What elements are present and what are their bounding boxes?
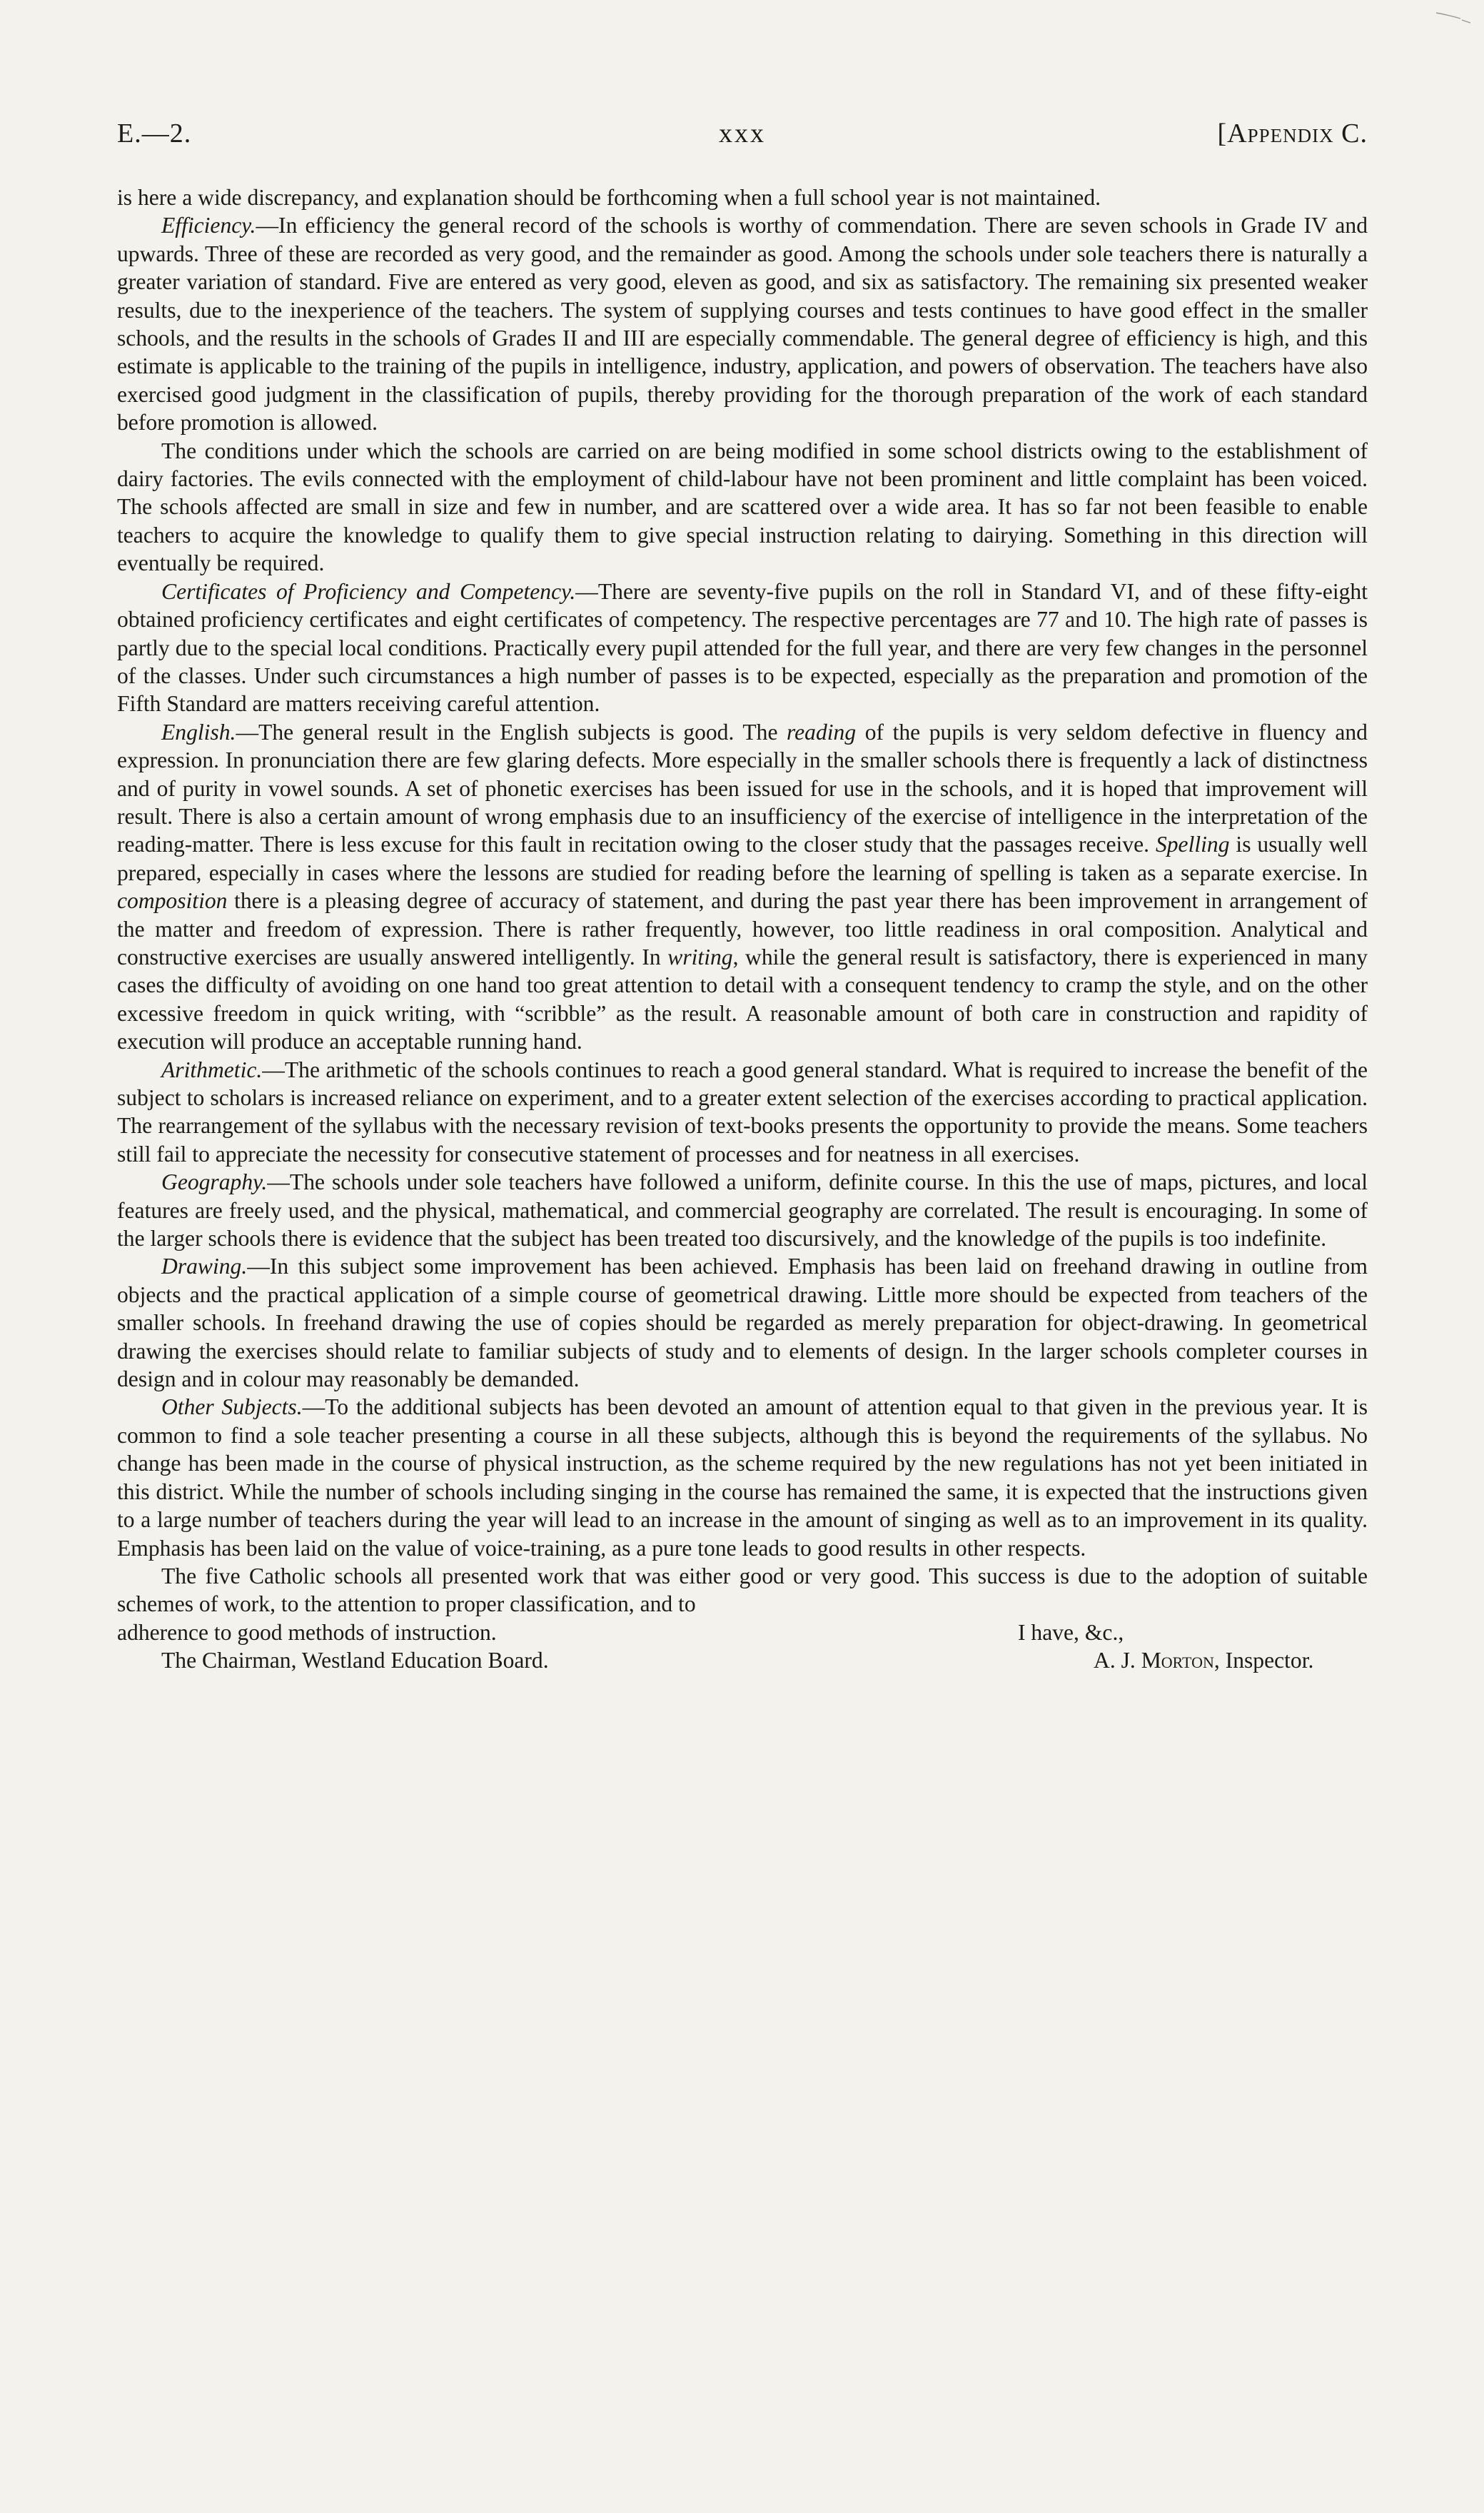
report-code: E.—2. [117, 119, 192, 148]
section-heading: Efficiency. [161, 213, 256, 238]
section-heading: Arithmetic. [161, 1057, 263, 1082]
signature-line [117, 1646, 1368, 1674]
section-heading: Certificates of Proficiency and Competency. [161, 578, 576, 604]
paragraph-other-subjects: Other Subjects.—To the additional subjects has been devoted an amount of attention equal to that given in the previous year. It is common to find a sole teacher presenting a course in all these subjects, although this is beyond the requirements of the syllabus. No change has been made in the course of physical instruction, as the scheme required by the new regulations has not yet been initiated in this district. While the number of schools including singing in the course has remained the same, it is expected that the instructions given to a large number of teachers during the year will lead to an increase in the amount of singing as well as to an improvement in its quality. Emphasis has been laid on the value of voice-training, as a pure tone leads to good results in other respects. [117, 1394, 1368, 1561]
valediction: I have, &c., [1018, 1619, 1124, 1645]
page-header [117, 118, 1368, 168]
appendix-label: [Appendix C. [1217, 119, 1368, 148]
addressee: The Chairman, Westland Education Board. [161, 1648, 549, 1673]
paragraph-efficiency: Efficiency.—In efficiency the general record of the schools is worthy of commendation. There are seven schools in Grade IV and upwards. Three of these are recorded as very good, and the remainder as good. Among the schools under sole teachers there is naturally a greater variation of standard. Five are entered as very good, eleven as good, and six as satisfactory. The remaining six presented weaker results, due to the inexperience of the teachers. The system of supplying courses and tests continues to have good effect in the smaller schools, and the results in the schools of Grades II and III are especially commendable. The general degree of efficiency is high, and this estimate is applicable to the training of the pupils in intelligence, industry, application, and powers of observation. The teachers have also exercised good judgment in the classification of pupils, thereby providing for the thorough preparation of the work of each standard before promotion is allowed. [117, 213, 1368, 435]
paragraph-catholic-schools: The five Catholic schools all presented work that was either good or very good. This success is due to the adoption of suitable schemes of work, to the attention to proper classification, and to [117, 1563, 1368, 1617]
section-heading: Geography. [161, 1169, 268, 1195]
paragraph-geography: Geography.—The schools under sole teachers have followed a uniform, definite course. In this the use of maps, pictures, and local features are freely used, and the physical, mathematical, and commercial geography are correlated. The result is encouraging. In some of the larger schools there is evidence that the subject has been treated too discursively, and the knowledge of the pupils is too indefinite. [117, 1169, 1368, 1252]
paragraph-arithmetic: Arithmetic.—The arithmetic of the schools continues to reach a good general standard. What is required to increase the benefit of the subject to scholars is increased reliance on experiment, and to a greater extent selection of the exercises according to practical application. The rearrangement of the syllabus with the necessary revision of text-books presents the opportunity to provide the means. Some teachers still fail to appreciate the necessity for consecutive statement of processes and for neatness in all exercises. [117, 1057, 1368, 1167]
section-heading: Drawing. [161, 1254, 248, 1279]
paragraph-certificates: Certificates of Proficiency and Competency.—There are seventy-five pupils on the roll in Standard VI, and of these fifty-eight obtained proficiency certificates and eight certificates of competency. The respective percentages are 77 and 10. The high rate of passes is partly due to the special local conditions. Practically every pupil attended for the full year, and there are very few changes in the personnel of the classes. Under such circumstances a high number of passes is to be expected, especially as the preparation and promotion of the Fifth Standard are matters receiving careful attention. [117, 578, 1368, 717]
report-body [117, 183, 1368, 1675]
paragraph-drawing: Drawing.—In this subject some improvement has been achieved. Emphasis has been laid on freehand drawing in outline from objects and the practical application of a simple course of geometrical drawing. Little more should be expected from teachers of the smaller schools. In freehand drawing the use of copies should be regarded as merely preparation for object-drawing. In geometrical drawing the exercises should relate to familiar subjects of study and to elements of design. In the larger schools completer courses in design and in colour may reasonably be demanded. [117, 1254, 1368, 1392]
paragraph-english: English.—The general result in the English subjects is good. The reading of the pupils is very seldom defective in fluency and expression. In pronunciation there are few glaring defects. More especially in the smaller schools there is frequently a lack of distinctness and of purity in vowel sounds. A set of phonetic exercises has been issued for use in the schools, and it is hoped that improvement will result. There is also a certain amount of wrong emphasis due to an insufficiency of the exercise of intelligence in the interpretation of the reading-matter. There is less excuse for this fault in recitation owing to the closer study that the passages receive. Spelling is usually well prepared, especially in cases where the lessons are studied for reading before the learning of spelling is taken as a separate exercise. In composition there is a pleasing degree of accuracy of statement, and during the past year there has been improvement in arrangement of the matter and freedom of expression. There is rather frequently, however, too little readiness in oral composition. Analytical and constructive exercises are usually answered intelligently. In writing, while the general result is satisfactory, there is experienced in many cases the difficulty of avoiding on one hand too great attention to detail with a consequent tendency to cramp the style, and on the other excessive freedom in quick writing, with “scribble” as the result. A reasonable amount of both care in construction and rapidity of execution will produce an acceptable running hand. [117, 719, 1368, 1054]
signatory: A. J. Morton, Inspector. [1094, 1648, 1314, 1673]
document-page [117, 118, 1368, 1675]
paragraph-dairy-factories: The conditions under which the schools are carried on are being modified in some school districts owing to the establishment of dairy factories. The evils connected with the employment of child-labour have not been prominent and little complaint has been voiced. The schools affected are small in size and few in number, and are scattered over a wide area. It has so far not been feasible to enable teachers to acquire the knowledge to qualify them to give special instruction relating to dairying. Something in this direction will eventually be required. [117, 438, 1368, 576]
page-number: xxx [719, 119, 766, 148]
section-heading: English. [161, 719, 236, 745]
paragraph-continuation: is here a wide discrepancy, and explanation should be forthcoming when a full school year is not maintained. [117, 185, 1101, 210]
closing-line: adherence to good methods of instruction. I have, &c., [117, 1618, 1368, 1646]
section-heading: Other Subjects. [161, 1394, 303, 1420]
corner-pencil-mark [1435, 10, 1472, 24]
